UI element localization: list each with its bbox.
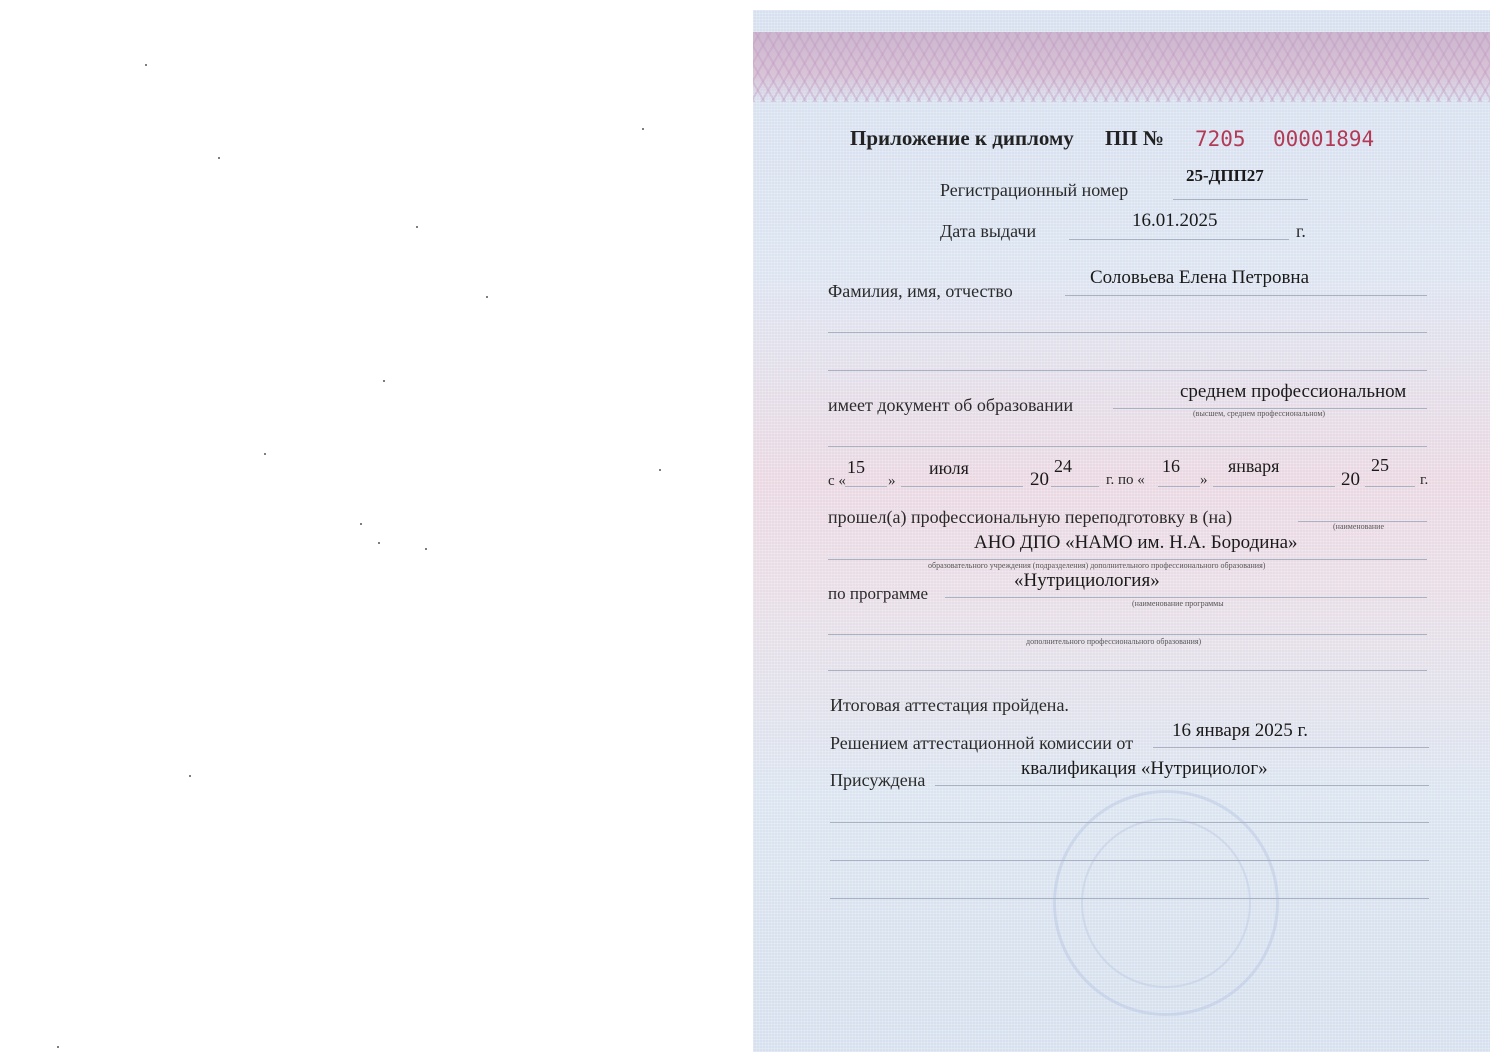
education-hint: (высшем, среднем профессиональном) — [1193, 409, 1326, 418]
period-to-year: 25 — [1371, 455, 1389, 475]
program-label: по программе — [828, 584, 929, 603]
scan-speck — [218, 157, 220, 159]
awarded-value: квалификация «Нутрициолог» — [1021, 758, 1268, 779]
period-from-month-underline — [901, 486, 1023, 487]
issue-date-underline — [1069, 239, 1289, 240]
scan-speck — [383, 380, 385, 382]
issue-date-label: Дата выдачи — [940, 221, 1037, 241]
diploma-supplement-page — [753, 10, 1490, 1052]
program-hint: (наименование программы — [1132, 599, 1224, 608]
period-from-year-underline — [1051, 486, 1099, 487]
period-to-year-underline — [1365, 486, 1415, 487]
scan-speck — [189, 775, 191, 777]
period-quote-close: » — [888, 473, 896, 489]
blank-line — [830, 898, 1429, 899]
scan-speck — [659, 469, 661, 471]
program-value: «Нутрициология» — [1014, 570, 1160, 591]
organization-underline — [828, 559, 1427, 560]
fio-underline — [1065, 295, 1427, 296]
blank-line — [828, 370, 1427, 371]
period-to-day-underline — [1158, 486, 1200, 487]
organization-hint: образовательного учреждения (подразделения) дополнительного профессионального образования) — [928, 561, 1266, 570]
awarded-label: Присуждена — [830, 770, 926, 790]
blank-line — [828, 670, 1427, 671]
awarded-underline — [935, 785, 1429, 786]
period-from-century: 20 — [1030, 469, 1049, 490]
scan-speck — [264, 453, 266, 455]
registration-label: Регистрационный номер — [940, 180, 1129, 200]
period-end-suffix: г. — [1420, 472, 1429, 488]
fio-value: Соловьева Елена Петровна — [1090, 267, 1310, 288]
period-from-prefix: с « — [828, 473, 846, 489]
scan-speck — [378, 542, 380, 544]
blank-line — [828, 634, 1427, 635]
scan-speck — [425, 548, 427, 550]
education-label: имеет документ об образовании — [828, 395, 1074, 415]
organization-value: АНО ДПО «НАМО им. Н.А. Бородина» — [974, 532, 1298, 553]
period-from-day-underline — [845, 486, 887, 487]
serial-number: 00001894 — [1273, 127, 1375, 151]
training-underline — [1298, 521, 1427, 522]
scan-speck — [486, 296, 488, 298]
faint-seal-watermark — [1053, 790, 1279, 1016]
document-title: Приложение к диплому — [850, 126, 1074, 150]
registration-underline — [1173, 199, 1308, 200]
period-to-day: 16 — [1162, 456, 1180, 476]
program-hint-2: дополнительного профессионального образования) — [1026, 637, 1202, 646]
education-value: среднем профессиональном — [1180, 381, 1407, 402]
period-from-month: июля — [929, 458, 969, 478]
period-to-prefix: г. по « — [1106, 472, 1145, 488]
training-hint-right: (наименование — [1333, 522, 1385, 531]
commission-value: 16 января 2025 г. — [1172, 720, 1308, 741]
blank-line — [830, 860, 1429, 861]
issue-date-year-suffix: г. — [1296, 221, 1306, 241]
scan-speck — [416, 226, 418, 228]
scan-speck — [57, 1046, 59, 1048]
period-to-month-underline — [1213, 486, 1335, 487]
period-to-century: 20 — [1341, 469, 1360, 490]
blank-line — [830, 822, 1429, 823]
period-from-day: 15 — [847, 457, 865, 477]
decorative-guilloche-band — [753, 32, 1490, 102]
blank-line — [828, 332, 1427, 333]
fio-label: Фамилия, имя, отчество — [828, 281, 1013, 301]
commission-label: Решением аттестационной комиссии от — [830, 733, 1134, 753]
scan-speck — [642, 128, 644, 130]
period-to-month: января — [1228, 456, 1280, 476]
training-label: прошел(а) профессиональную переподготовку в (на) — [828, 507, 1233, 527]
blank-line — [828, 446, 1427, 447]
attestation-text: Итоговая аттестация пройдена. — [830, 695, 1069, 715]
commission-underline — [1153, 747, 1429, 748]
series-label: ПП № — [1105, 126, 1165, 150]
scan-speck — [145, 64, 147, 66]
issue-date-value: 16.01.2025 — [1132, 210, 1218, 231]
registration-value: 25-ДПП27 — [1186, 166, 1264, 185]
program-underline — [945, 597, 1427, 598]
series-number: 7205 — [1195, 127, 1246, 151]
period-quote-close-2: » — [1200, 472, 1208, 488]
scan-speck — [360, 523, 362, 525]
period-from-year: 24 — [1054, 456, 1072, 476]
